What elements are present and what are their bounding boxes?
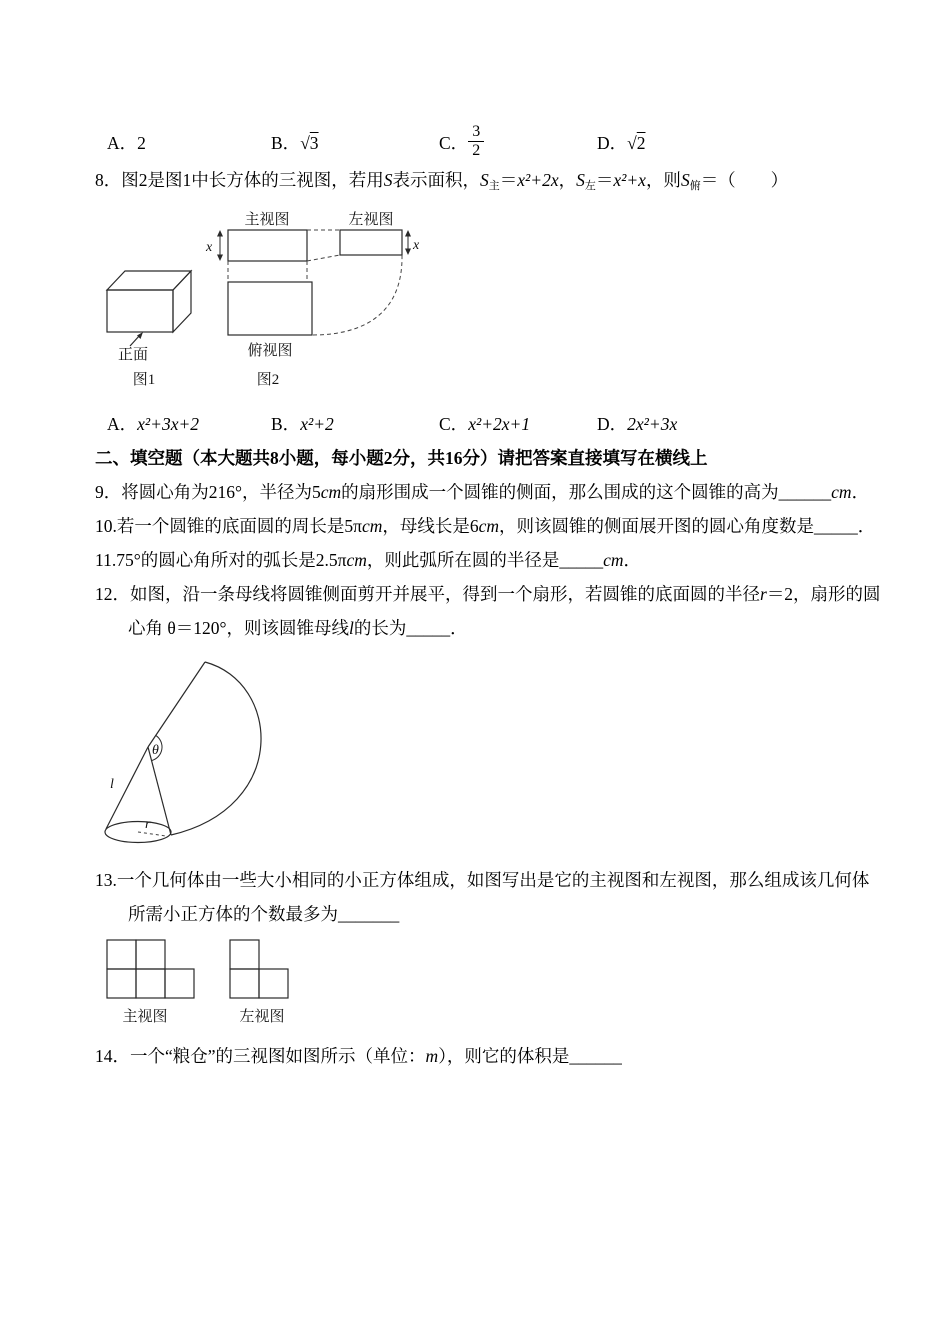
view-rectangles bbox=[228, 230, 402, 335]
main-view-squares bbox=[107, 940, 194, 998]
unit-square bbox=[230, 940, 259, 969]
var-S: S bbox=[680, 170, 690, 191]
cuboid-right-face bbox=[173, 271, 191, 332]
question-text: 表示面积， bbox=[392, 170, 480, 191]
q8-option-b bbox=[271, 407, 439, 441]
question-text: 11.75°的圆心角所对的弧长是2.5π bbox=[95, 550, 347, 571]
arrowhead bbox=[405, 230, 411, 237]
base-radius-dashed-line bbox=[138, 832, 166, 836]
q7-options-row bbox=[95, 122, 882, 163]
radical-sign: √ bbox=[627, 133, 637, 153]
question-text: ， bbox=[558, 170, 577, 191]
question-12 bbox=[95, 577, 882, 645]
radical-sign: √ bbox=[300, 133, 310, 153]
question-10 bbox=[95, 509, 882, 543]
question-text: 10.若一个圆锥的底面圆的周长是5π bbox=[95, 516, 362, 537]
var-S: S bbox=[383, 170, 393, 191]
option-expression: x²+2 bbox=[300, 414, 334, 435]
var-l: l bbox=[349, 618, 354, 639]
question-text: ，母线长是6 bbox=[382, 516, 479, 537]
unit-m: m bbox=[425, 1046, 439, 1067]
q7-option-a bbox=[107, 126, 271, 163]
q8-option-c bbox=[439, 407, 597, 441]
question-8 bbox=[95, 163, 882, 203]
arrowhead bbox=[217, 230, 223, 237]
side-view-rect bbox=[340, 230, 402, 255]
unit-square bbox=[230, 969, 259, 998]
option-label: A． bbox=[107, 133, 138, 153]
option-label: B． bbox=[271, 133, 301, 153]
cone-and-sector bbox=[105, 662, 261, 843]
q8-three-views-diagram bbox=[100, 209, 445, 397]
unit-cm: cm bbox=[831, 482, 852, 503]
main-view-label: 主视图 bbox=[244, 212, 290, 229]
unit-square bbox=[107, 940, 136, 969]
sqrt-expression bbox=[300, 133, 318, 153]
sector-arc bbox=[171, 662, 261, 835]
var-r: r bbox=[760, 584, 767, 605]
fraction bbox=[468, 124, 484, 161]
side-view-squares bbox=[230, 940, 288, 998]
q8-option-a bbox=[107, 407, 271, 441]
question-text: ＝2，扇形的圆心角 θ＝120°，则该圆锥母线 bbox=[128, 584, 881, 639]
option-label: B． bbox=[271, 414, 301, 435]
side-view-label: 左视图 bbox=[239, 1009, 285, 1026]
option-expression: 2x²+3x bbox=[627, 414, 678, 435]
option-label: C． bbox=[439, 414, 469, 435]
radicand: 3 bbox=[309, 133, 319, 153]
cuboid-top-face bbox=[107, 271, 191, 290]
side-view-label: 左视图 bbox=[348, 212, 394, 229]
q7-option-c bbox=[439, 122, 597, 163]
answer-parentheses: ＝（ ） bbox=[700, 170, 789, 191]
question-text: ），则它的体积是______ bbox=[438, 1046, 622, 1067]
question-text: 8．图2是图1中长方体的三视图，若用 bbox=[95, 170, 384, 191]
q8-option-d bbox=[597, 407, 677, 441]
radicand: 2 bbox=[636, 133, 646, 153]
q12-cone-sector-diagram bbox=[100, 657, 300, 857]
fraction-denominator: 2 bbox=[472, 142, 481, 160]
cuboid-front-face bbox=[107, 290, 173, 332]
question-text: ，则该圆锥的侧面展开图的圆心角度数是_____． bbox=[499, 516, 876, 537]
x-dim-label-right: x bbox=[413, 238, 420, 254]
question-text: ． bbox=[851, 482, 870, 503]
q7-option-b bbox=[271, 126, 439, 163]
cuboid-figure bbox=[107, 271, 191, 346]
top-view-label: 俯视图 bbox=[247, 343, 293, 360]
subscript-top: 俯 bbox=[689, 180, 701, 193]
unit-square bbox=[136, 969, 165, 998]
question-11 bbox=[95, 543, 882, 577]
expression: x²+2x bbox=[517, 170, 559, 191]
question-text: 12．如图，沿一条母线将圆锥侧面剪开并展平，得到一个扇形，若圆锥的底面圆的半径 bbox=[95, 584, 760, 605]
front-face-label: 正面 bbox=[118, 347, 149, 364]
base-radius-label: r bbox=[145, 817, 151, 833]
x-dim-label-left: x bbox=[206, 240, 213, 256]
option-expression: x²+2x+1 bbox=[468, 414, 531, 435]
option-expression: x²+3x+2 bbox=[137, 414, 200, 435]
sqrt-expression bbox=[627, 133, 645, 153]
slant-length-label: l bbox=[110, 777, 114, 793]
arrowhead bbox=[217, 255, 223, 262]
unit-cm: cm bbox=[346, 550, 367, 571]
question-text: 的扇形围成一个圆锥的侧面，那么围成的这个圆锥的高为______ bbox=[341, 482, 832, 503]
equals-sign: ＝ bbox=[595, 170, 614, 191]
unit-square bbox=[165, 969, 194, 998]
q8-options-row bbox=[95, 407, 882, 441]
unit-square bbox=[136, 940, 165, 969]
equals-sign: ＝ bbox=[499, 170, 518, 191]
question-text: 9．将圆心角为216°，半径为5 bbox=[95, 482, 321, 503]
arrowhead bbox=[405, 249, 411, 256]
option-value: 2 bbox=[137, 133, 146, 153]
theta-label: θ bbox=[152, 743, 159, 759]
unit-cm: cm bbox=[603, 550, 624, 571]
option-label: A． bbox=[107, 414, 138, 435]
expression: x²+x bbox=[613, 170, 646, 191]
option-label: D． bbox=[597, 133, 628, 153]
fig2-caption: 图2 bbox=[256, 372, 280, 389]
option-label: C． bbox=[439, 133, 469, 153]
subscript-left: 左 bbox=[584, 180, 596, 193]
unit-cm: cm bbox=[320, 482, 342, 503]
main-view-rect bbox=[228, 230, 307, 261]
fig1-caption: 图1 bbox=[132, 372, 156, 389]
question-13 bbox=[95, 863, 882, 931]
option-label: D． bbox=[597, 414, 628, 435]
top-view-rect bbox=[228, 282, 312, 335]
unit-square bbox=[107, 969, 136, 998]
var-S: S bbox=[576, 170, 585, 191]
question-text: 13.一个几何体由一些大小相同的小正方体组成，如图写出是它的主视图和左视图，那么组成该几何体所需小正方体的个数最多为_______ bbox=[95, 870, 870, 925]
q13-views-diagram bbox=[106, 939, 416, 1031]
unit-cm: cm bbox=[361, 516, 383, 537]
var-S: S bbox=[480, 170, 489, 191]
question-text: ，则此弧所在圆的半径是_____ bbox=[366, 550, 604, 571]
question-9 bbox=[95, 475, 882, 509]
question-text: 的长为_____． bbox=[353, 618, 468, 639]
question-text: 14．一个“粮仓”的三视图如图所示（单位： bbox=[95, 1046, 426, 1067]
q7-option-d bbox=[597, 126, 646, 163]
fraction-numerator: 3 bbox=[468, 124, 484, 143]
unit-cm: cm bbox=[478, 516, 500, 537]
sector-upper-edge bbox=[148, 662, 205, 747]
subscript-main: 主 bbox=[488, 180, 500, 193]
question-text: ，则 bbox=[645, 170, 681, 191]
question-14 bbox=[95, 1039, 882, 1073]
unit-square bbox=[259, 969, 288, 998]
main-view-label: 主视图 bbox=[122, 1009, 168, 1026]
section-2-header: 二、填空题（本大题共8小题，每小题2分，共16分）请把答案直接填写在横线上 bbox=[95, 448, 708, 469]
question-text: ． bbox=[623, 550, 641, 571]
